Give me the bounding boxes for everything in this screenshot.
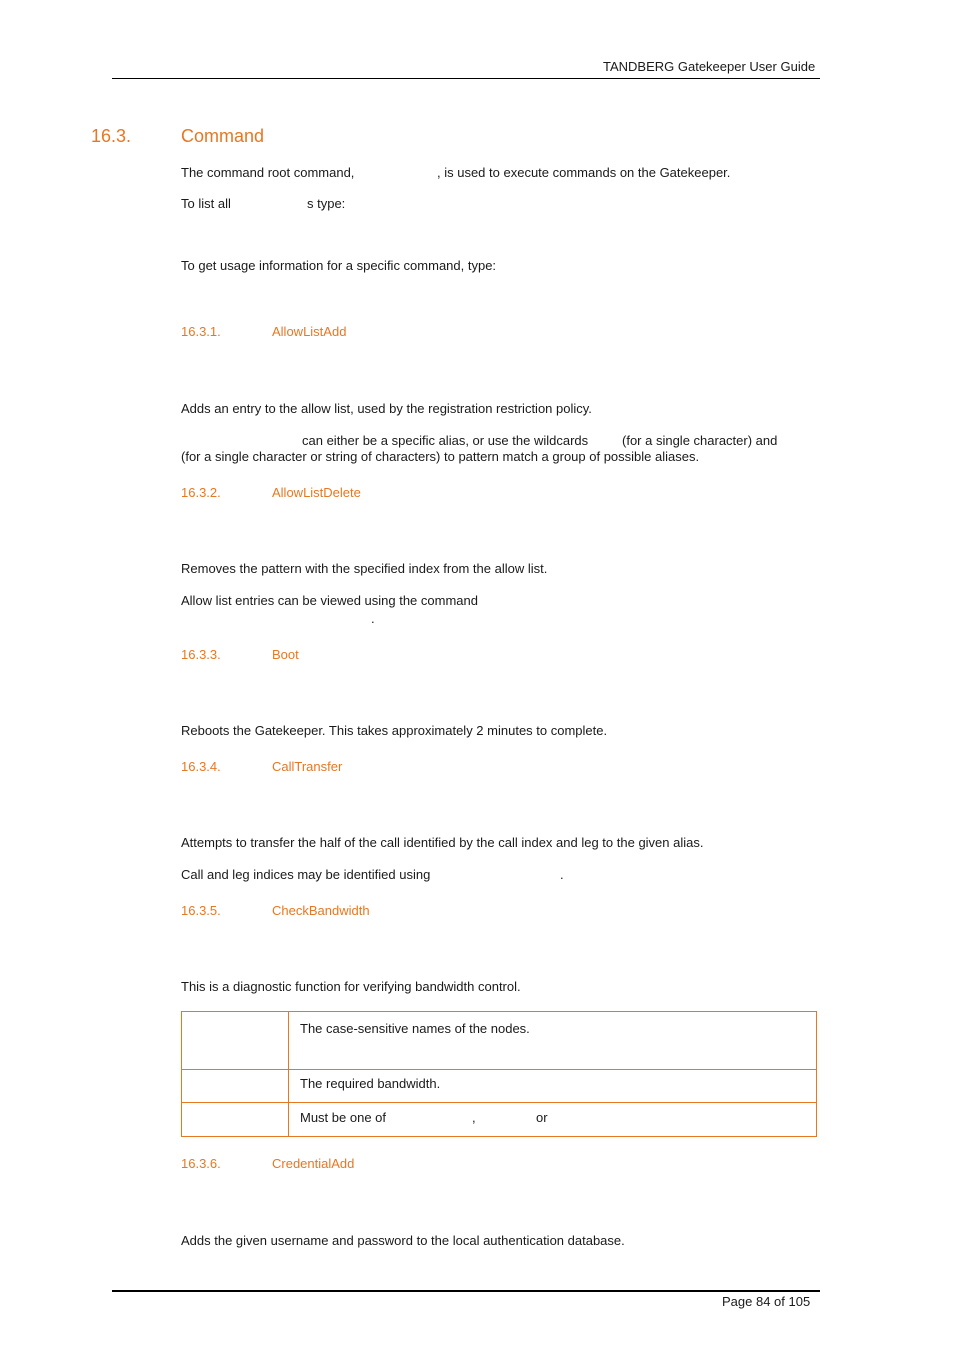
subsection-number: 16.3.6. xyxy=(181,1156,221,1171)
subsection-number: 16.3.4. xyxy=(181,759,221,774)
s1-p2c: (for a single character or string of characters) to pattern match a group of possible aliases. xyxy=(181,449,700,464)
s4-p2: Call and leg indices may be identified using xyxy=(181,867,431,882)
param-name-cell xyxy=(182,1012,289,1070)
s5-p1: This is a diagnostic function for verifying bandwidth control. xyxy=(181,979,521,994)
footer-rule xyxy=(112,1290,820,1292)
subsection-number: 16.3.3. xyxy=(181,647,221,662)
param-desc-b: , xyxy=(472,1110,476,1125)
s1-p1: Adds an entry to the allow list, used by the registration restriction policy. xyxy=(181,401,592,416)
s2-p1: Removes the pattern with the specified index from the allow list. xyxy=(181,561,548,576)
intro-p2b: s type: xyxy=(307,196,346,211)
param-desc: The required bandwidth. xyxy=(300,1076,441,1091)
subsection-title: AllowListDelete xyxy=(272,485,361,500)
param-name-cell xyxy=(182,1070,289,1103)
param-desc-cell xyxy=(289,1070,817,1103)
param-desc: The case-sensitive names of the nodes. xyxy=(300,1021,530,1036)
s1-p2b: (for a single character) and xyxy=(622,433,778,448)
subsection-title: CredentialAdd xyxy=(272,1156,355,1171)
subsection-title: CheckBandwidth xyxy=(272,903,370,918)
subsection-title: AllowListAdd xyxy=(272,324,347,339)
intro-p3: To get usage information for a specific command, type: xyxy=(181,258,497,273)
section-number: 16.3. xyxy=(91,126,132,146)
section-title: Command xyxy=(181,126,265,146)
subsection-number: 16.3.5. xyxy=(181,903,221,918)
subsection-title: Boot xyxy=(272,647,299,662)
param-desc-cell xyxy=(289,1103,817,1137)
subsection-title: CallTransfer xyxy=(272,759,343,774)
s2-p2-end: . xyxy=(371,611,375,626)
s4-p2-end: . xyxy=(560,867,564,882)
param-desc-a: Must be one of xyxy=(300,1110,386,1125)
s4-p1: Attempts to transfer the half of the call identified by the call index and leg to the given alias. xyxy=(181,835,704,850)
s3-p1: Reboots the Gatekeeper. This takes approximately 2 minutes to complete. xyxy=(181,723,608,738)
table-row xyxy=(182,1103,817,1137)
intro-p1b: , is used to execute commands on the Gatekeeper. xyxy=(437,165,731,180)
intro-p2a: To list all xyxy=(181,196,231,211)
s6-p1: Adds the given username and password to the local authentication database. xyxy=(181,1233,625,1248)
param-desc-c: or xyxy=(536,1110,548,1125)
s1-p2a: can either be a specific alias, or use the wildcards xyxy=(302,433,589,448)
header-rule xyxy=(112,78,820,79)
param-name-cell xyxy=(182,1103,289,1137)
parameters-table xyxy=(181,1011,817,1137)
s2-p2: Allow list entries can be viewed using the command xyxy=(181,593,478,608)
footer-page-number: Page 84 of 105 xyxy=(722,1294,811,1309)
table-row xyxy=(182,1012,817,1070)
header-title: TANDBERG Gatekeeper User Guide xyxy=(603,59,816,74)
table-row xyxy=(182,1070,817,1103)
intro-p1a: The command root command, xyxy=(181,165,355,180)
subsection-number: 16.3.1. xyxy=(181,324,221,339)
subsection-number: 16.3.2. xyxy=(181,485,221,500)
param-desc-cell xyxy=(289,1012,817,1070)
